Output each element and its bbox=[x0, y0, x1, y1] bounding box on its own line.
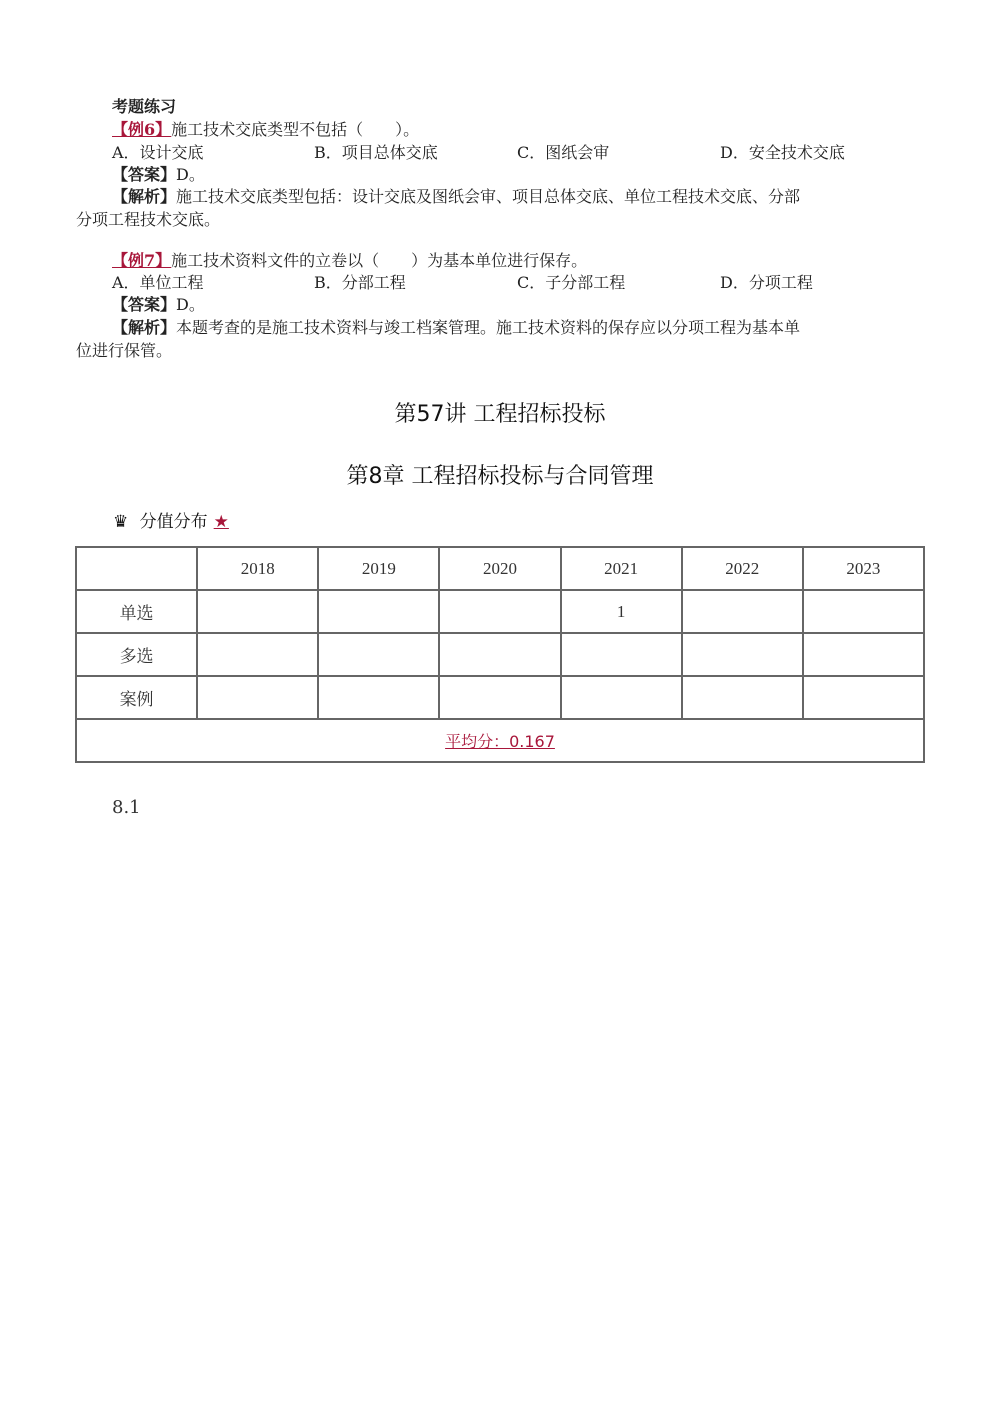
score-table bbox=[75, 546, 925, 763]
section-number: 8.1 bbox=[112, 797, 141, 818]
question-7-option-a: A．单位工程 bbox=[112, 273, 204, 292]
question-7-answer-value: D。 bbox=[176, 295, 205, 314]
score-distribution-label: 分值分布 bbox=[139, 512, 208, 532]
table-row bbox=[76, 590, 924, 633]
question-6-analysis-line2: 分项工程技术交底。 bbox=[76, 210, 221, 229]
table-corner-cell bbox=[76, 547, 197, 590]
question-7-option-c: C．子分部工程 bbox=[517, 273, 626, 292]
question-7-analysis-line1: 本题考查的是施工技术资料与竣工档案管理。施工技术资料的保存应以分项工程为基本单 bbox=[176, 318, 801, 337]
question-6-option-b: B．项目总体交底 bbox=[314, 143, 438, 162]
question-6-option-c: C．图纸会审 bbox=[517, 143, 610, 162]
crown-icon: ♛ bbox=[113, 512, 129, 532]
question-6-tag: 【例6】 bbox=[112, 120, 172, 139]
question-6-answer-value: D。 bbox=[176, 165, 205, 184]
lecture-heading: 第57讲 工程招标投标 bbox=[394, 402, 606, 427]
score-distribution-title bbox=[113, 507, 229, 532]
table-cell bbox=[197, 590, 318, 633]
table-row bbox=[76, 676, 924, 719]
row-label-case-study: 案例 bbox=[76, 676, 197, 719]
table-cell bbox=[318, 590, 439, 633]
question-6-answer bbox=[112, 164, 205, 185]
average-score: 平均分：0.167 bbox=[445, 732, 555, 751]
question-7-option-b: B．分部工程 bbox=[314, 273, 406, 292]
question-6-analysis-line1: 施工技术交底类型包括：设计交底及图纸会审、项目总体交底、单位工程技术交底、分部 bbox=[176, 187, 801, 206]
average-score-cell bbox=[76, 719, 924, 762]
year-header: 2020 bbox=[439, 547, 560, 590]
table-cell bbox=[682, 590, 803, 633]
question-6-option-a: A．设计交底 bbox=[112, 143, 204, 162]
star-icon: ★ bbox=[213, 512, 229, 532]
question-7-analysis bbox=[112, 317, 800, 338]
table-cell bbox=[439, 590, 560, 633]
chapter-heading: 第8章 工程招标投标与合同管理 bbox=[346, 464, 654, 489]
question-7-answer-tag: 【答案】 bbox=[112, 295, 177, 314]
question-7-answer bbox=[112, 294, 205, 315]
table-cell bbox=[197, 676, 318, 719]
question-7-stem: 施工技术资料文件的立卷以（ ）为基本单位进行保存。 bbox=[171, 251, 588, 270]
question-6 bbox=[112, 119, 419, 140]
practice-section-title: 考题练习 bbox=[112, 97, 177, 116]
row-label-single-choice: 单选 bbox=[76, 590, 197, 633]
year-header: 2023 bbox=[803, 547, 924, 590]
question-6-analysis bbox=[112, 186, 800, 207]
year-header: 2021 bbox=[561, 547, 682, 590]
table-cell bbox=[197, 633, 318, 676]
table-cell bbox=[803, 676, 924, 719]
table-cell bbox=[682, 676, 803, 719]
question-7-option-d: D．分项工程 bbox=[720, 273, 813, 292]
year-header: 2019 bbox=[318, 547, 439, 590]
question-6-stem: 施工技术交底类型不包括（ ）。 bbox=[171, 120, 420, 139]
question-6-answer-tag: 【答案】 bbox=[112, 165, 177, 184]
table-cell bbox=[803, 590, 924, 633]
year-header: 2022 bbox=[682, 547, 803, 590]
table-cell bbox=[561, 676, 682, 719]
table-cell: 1 bbox=[561, 590, 682, 633]
question-7-analysis-line2: 位进行保管。 bbox=[76, 341, 173, 360]
question-6-analysis-tag: 【解析】 bbox=[112, 187, 177, 206]
table-cell bbox=[803, 633, 924, 676]
question-7-analysis-tag: 【解析】 bbox=[112, 318, 177, 337]
question-7-tag: 【例7】 bbox=[112, 251, 172, 270]
table-header-row bbox=[76, 547, 924, 590]
row-label-multiple-choice: 多选 bbox=[76, 633, 197, 676]
table-cell bbox=[682, 633, 803, 676]
table-cell bbox=[318, 633, 439, 676]
question-7 bbox=[112, 250, 587, 271]
table-row bbox=[76, 633, 924, 676]
table-cell bbox=[318, 676, 439, 719]
question-6-option-d: D．安全技术交底 bbox=[720, 143, 845, 162]
table-cell bbox=[561, 633, 682, 676]
table-cell bbox=[439, 633, 560, 676]
year-header: 2018 bbox=[197, 547, 318, 590]
table-cell bbox=[439, 676, 560, 719]
table-average-row bbox=[76, 719, 924, 762]
